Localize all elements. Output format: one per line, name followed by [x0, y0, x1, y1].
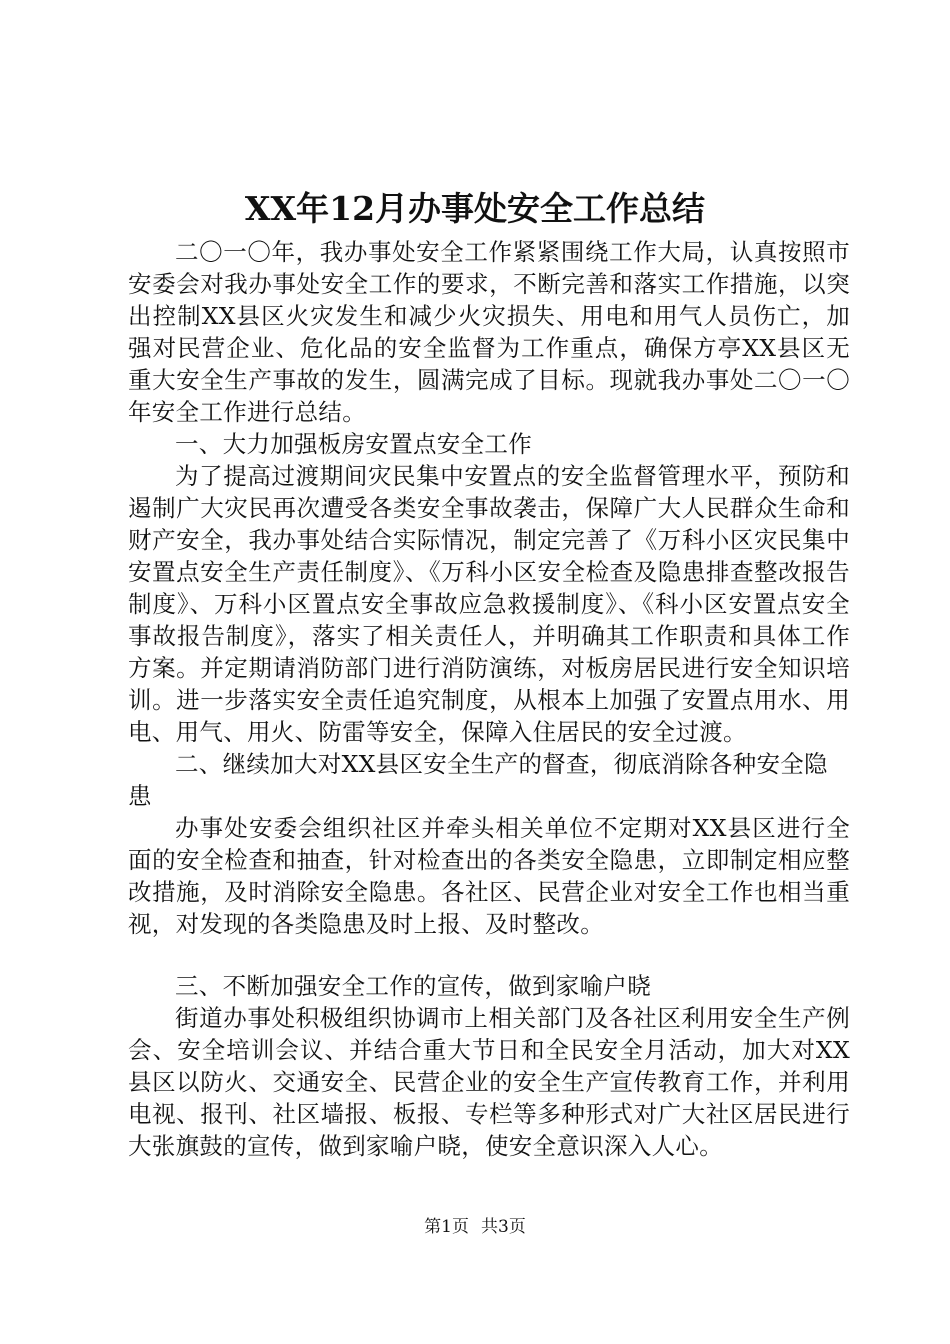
section-2-paragraph: 办事处安委会组织社区并牵头相关单位不定期对XX县区进行全面的安全检查和抽查，针对检查出的各类安全隐患，立即制定相应整改措施，及时消除安全隐患。各社区、民营企业对安全工作也相当重视，对发现的各类隐患及时上报、及时整改。	[128, 814, 850, 938]
document-body	[128, 236, 850, 1162]
intro-paragraph: 二〇一〇年，我办事处安全工作紧紧围绕工作大局，认真按照市安委会对我办事处安全工作的要求，不断完善和落实工作措施，以突出控制XX县区火灾发生和减少火灾损失、用电和用气人员伤亡，加强对民营企业、危化品的安全监督为工作重点，确保方亭XX县区无重大安全生产事故的发生，圆满完成了目标。现就我办事处二〇一〇年安全工作进行总结。	[128, 238, 850, 426]
section-3-paragraph: 街道办事处积极组织协调市上相关部门及各社区利用安全生产例会、安全培训会议、并结合重大节日和全民安全月活动，加大对XX县区以防火、交通安全、民营企业的安全生产宣传教育工作，并利用电视、报刊、社区墙报、板报、专栏等多种形式对广大社区居民进行大张旗鼓的宣传，做到家喻户晓，使安全意识深入人心。	[128, 1004, 850, 1160]
section-heading-1: 一、大力加强板房安置点安全工作	[175, 430, 532, 458]
page-number: 第1页	[424, 1217, 469, 1237]
page-footer	[0, 1215, 950, 1239]
section-heading-3: 三、不断加强安全工作的宣传，做到家喻户晓	[175, 972, 651, 1000]
section-heading-2: 二、继续加大对XX县区安全生产的督查，彻底消除各种安全隐患	[128, 750, 828, 810]
page-count: 共3页	[481, 1217, 526, 1237]
document-title: XX年12月办事处安全工作总结	[244, 189, 706, 228]
blank-line	[128, 940, 850, 970]
section-1-paragraph: 为了提高过渡期间灾民集中安置点的安全监督管理水平，预防和遏制广大灾民再次遭受各类安全事故袭击，保障广大人民群众生命和财产安全，我办事处结合实际情况，制定完善了《万科小区灾民集中安置点安全生产责任制度》、《万科小区安全检查及隐患排查整改报告制度》、万科小区置点安全事故应急救援制度》、《科小区安置点安全事故报告制度》，落实了相关责任人，并明确其工作职责和具体工作方案。并定期请消防部门进行消防演练，对板房居民进行安全知识培训。进一步落实安全责任追究制度，从根本上加强了安置点用水、用电、用气、用火、防雷等安全，保障入住居民的安全过渡。	[128, 462, 850, 746]
